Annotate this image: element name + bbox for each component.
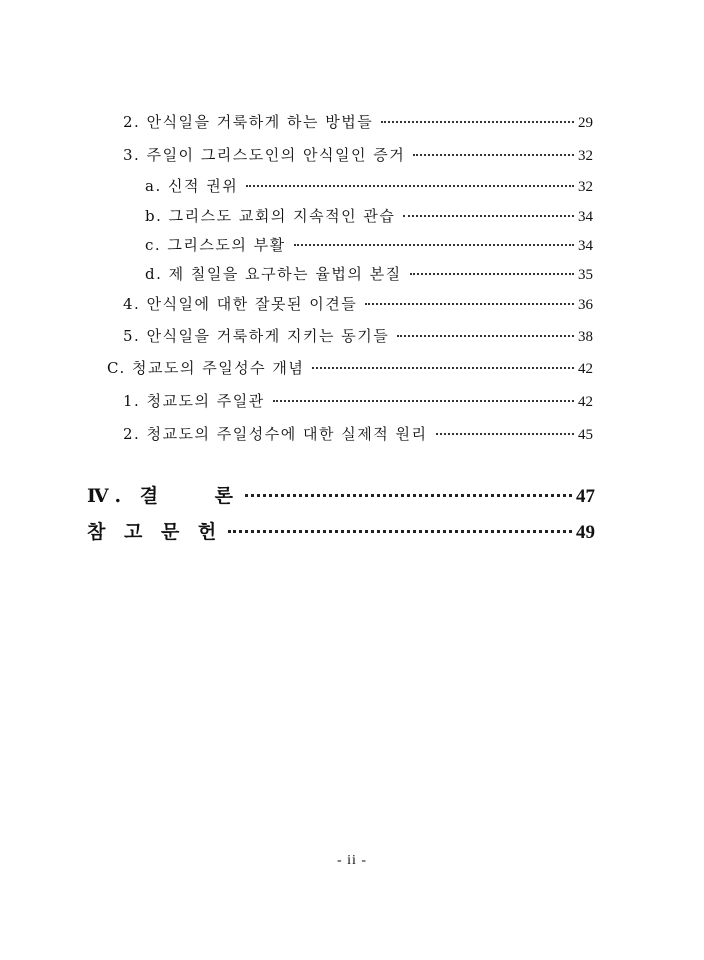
- toc-entry-page: 42: [578, 361, 593, 377]
- toc-entry-label: 1. 청교도의 주일관: [123, 392, 265, 410]
- toc-leader-dots: [397, 335, 574, 337]
- toc-entry[interactable]: [107, 358, 593, 379]
- toc-entry-page: 36: [578, 297, 593, 313]
- toc-entry-label: 3. 주일이 그리스도인의 안식일인 증거: [123, 146, 406, 164]
- toc-leader-dots: [410, 273, 574, 275]
- toc-chapter-page: 47: [576, 486, 595, 507]
- toc-entry[interactable]: [123, 112, 593, 133]
- toc-entry-page: 34: [578, 238, 593, 254]
- toc-entry[interactable]: [123, 424, 593, 445]
- toc-entry-label: a. 신적 권위: [145, 177, 239, 195]
- toc-chapter-label: Ⅳ. 결 론: [87, 485, 239, 507]
- toc-entry-page: 35: [578, 267, 593, 283]
- toc-entry[interactable]: [123, 326, 593, 347]
- toc-entry-page: 32: [578, 148, 593, 164]
- toc-entry[interactable]: [123, 294, 593, 315]
- toc-entry-label: b. 그리스도 교회의 지속적인 관습: [145, 207, 396, 225]
- toc-entry-label: 5. 안식일을 거룩하게 지키는 동기들: [123, 327, 390, 345]
- toc-references-entry[interactable]: [87, 520, 595, 545]
- toc-entry-page: 42: [578, 394, 593, 410]
- toc-leader-dots: [245, 494, 572, 497]
- toc-entry-label: C. 청교도의 주일성수 개념: [107, 359, 305, 377]
- toc-entry-page: 32: [578, 179, 593, 195]
- toc-entry[interactable]: [145, 176, 593, 197]
- toc-entry-label: 2. 안식일을 거룩하게 하는 방법들: [123, 113, 374, 131]
- toc-references-label: 참 고 문 헌: [87, 521, 223, 543]
- toc-entry[interactable]: [123, 145, 593, 166]
- toc-leader-dots: [365, 303, 574, 305]
- toc-entry-label: d. 제 칠일을 요구하는 율법의 본질: [145, 265, 402, 283]
- toc-leader-dots: [273, 400, 574, 402]
- toc-entry[interactable]: [123, 391, 593, 412]
- toc-leader-dots: [312, 367, 574, 369]
- toc-entry-page: 29: [578, 115, 593, 131]
- toc-leader-dots: [413, 154, 574, 156]
- toc-entry-label: c. 그리스도의 부활: [145, 236, 286, 254]
- toc-leader-dots: [436, 433, 575, 435]
- toc-entry[interactable]: [145, 264, 593, 285]
- toc-entry-label: 2. 청교도의 주일성수에 대한 실제적 원리: [123, 425, 428, 443]
- toc-entry[interactable]: [145, 206, 593, 227]
- toc-entry-label: 4. 안식일에 대한 잘못된 이견들: [123, 295, 358, 313]
- toc-leader-dots: [381, 121, 574, 123]
- toc-references-page: 49: [576, 522, 595, 543]
- toc-leader-dots: [294, 244, 574, 246]
- toc-leader-dots: [403, 215, 574, 217]
- toc-leader-dots: [228, 530, 572, 533]
- page-number: - ii -: [336, 853, 368, 868]
- toc-entry-page: 45: [578, 427, 593, 443]
- toc-entry[interactable]: [145, 235, 593, 256]
- toc-leader-dots: [246, 185, 574, 187]
- toc-chapter-entry[interactable]: [87, 484, 595, 509]
- toc-entry-page: 38: [578, 329, 593, 345]
- toc-entry-page: 34: [578, 209, 593, 225]
